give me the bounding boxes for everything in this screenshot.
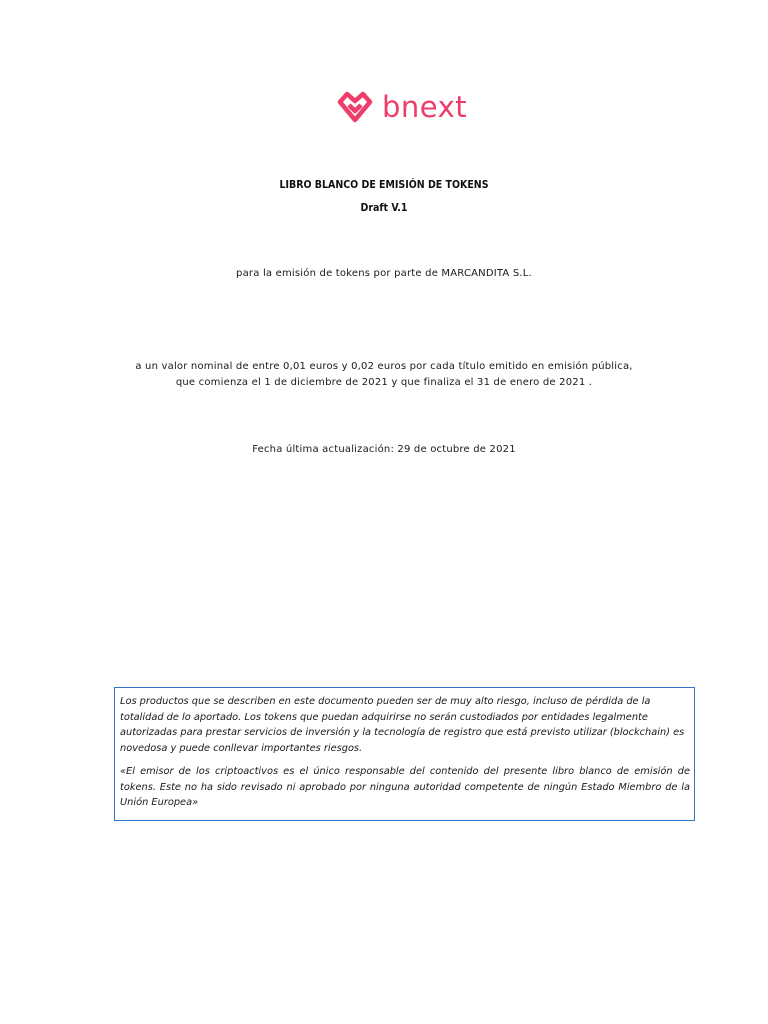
risk-notice-paragraph: Los productos que se describen en este documento pueden ser de muy alto riesgo, incluso de pérdida de la totalidad de lo aportado. Los tokens que puedan adquirirse no serán custodiados por entidades legalmente autorizadas para prestar servicios de inversión y la tecnología de registro que está previsto utilizar (blockchain) es novedosa y puede conllevar importantes riesgos. — [120, 696, 685, 754]
brand-name: bnext — [382, 90, 468, 124]
value-line-1: a un valor nominal de entre 0,01 euros y 0,02 euros por cada título emitido en emisión pública, — [135, 361, 633, 372]
risk-notice-box — [114, 687, 695, 821]
heart-logo-icon — [336, 90, 374, 124]
responsibility-notice-paragraph: «El emisor de los criptoactivos es el único responsable del contenido del presente libro blanco de emisión de tokens. Este no ha sido revisado ni aprobado por ninguna autoridad competente de ningún Estado Miembro de la Unión Europea» — [120, 766, 690, 808]
value-line-2: que comienza el 1 de diciembre de 2021 y que finaliza el 31 de enero de 2021 . — [175, 377, 593, 388]
last-updated: Fecha última actualización: 29 de octubre de 2021 — [252, 444, 516, 455]
issuer-line: para la emisión de tokens por parte de MARCANDITA S.L. — [236, 268, 532, 279]
brand-logo — [336, 90, 467, 124]
document-title: LIBRO BLANCO DE EMISIÓN DE TOKENS — [279, 179, 489, 191]
document-version: Draft V.1 — [360, 202, 408, 214]
